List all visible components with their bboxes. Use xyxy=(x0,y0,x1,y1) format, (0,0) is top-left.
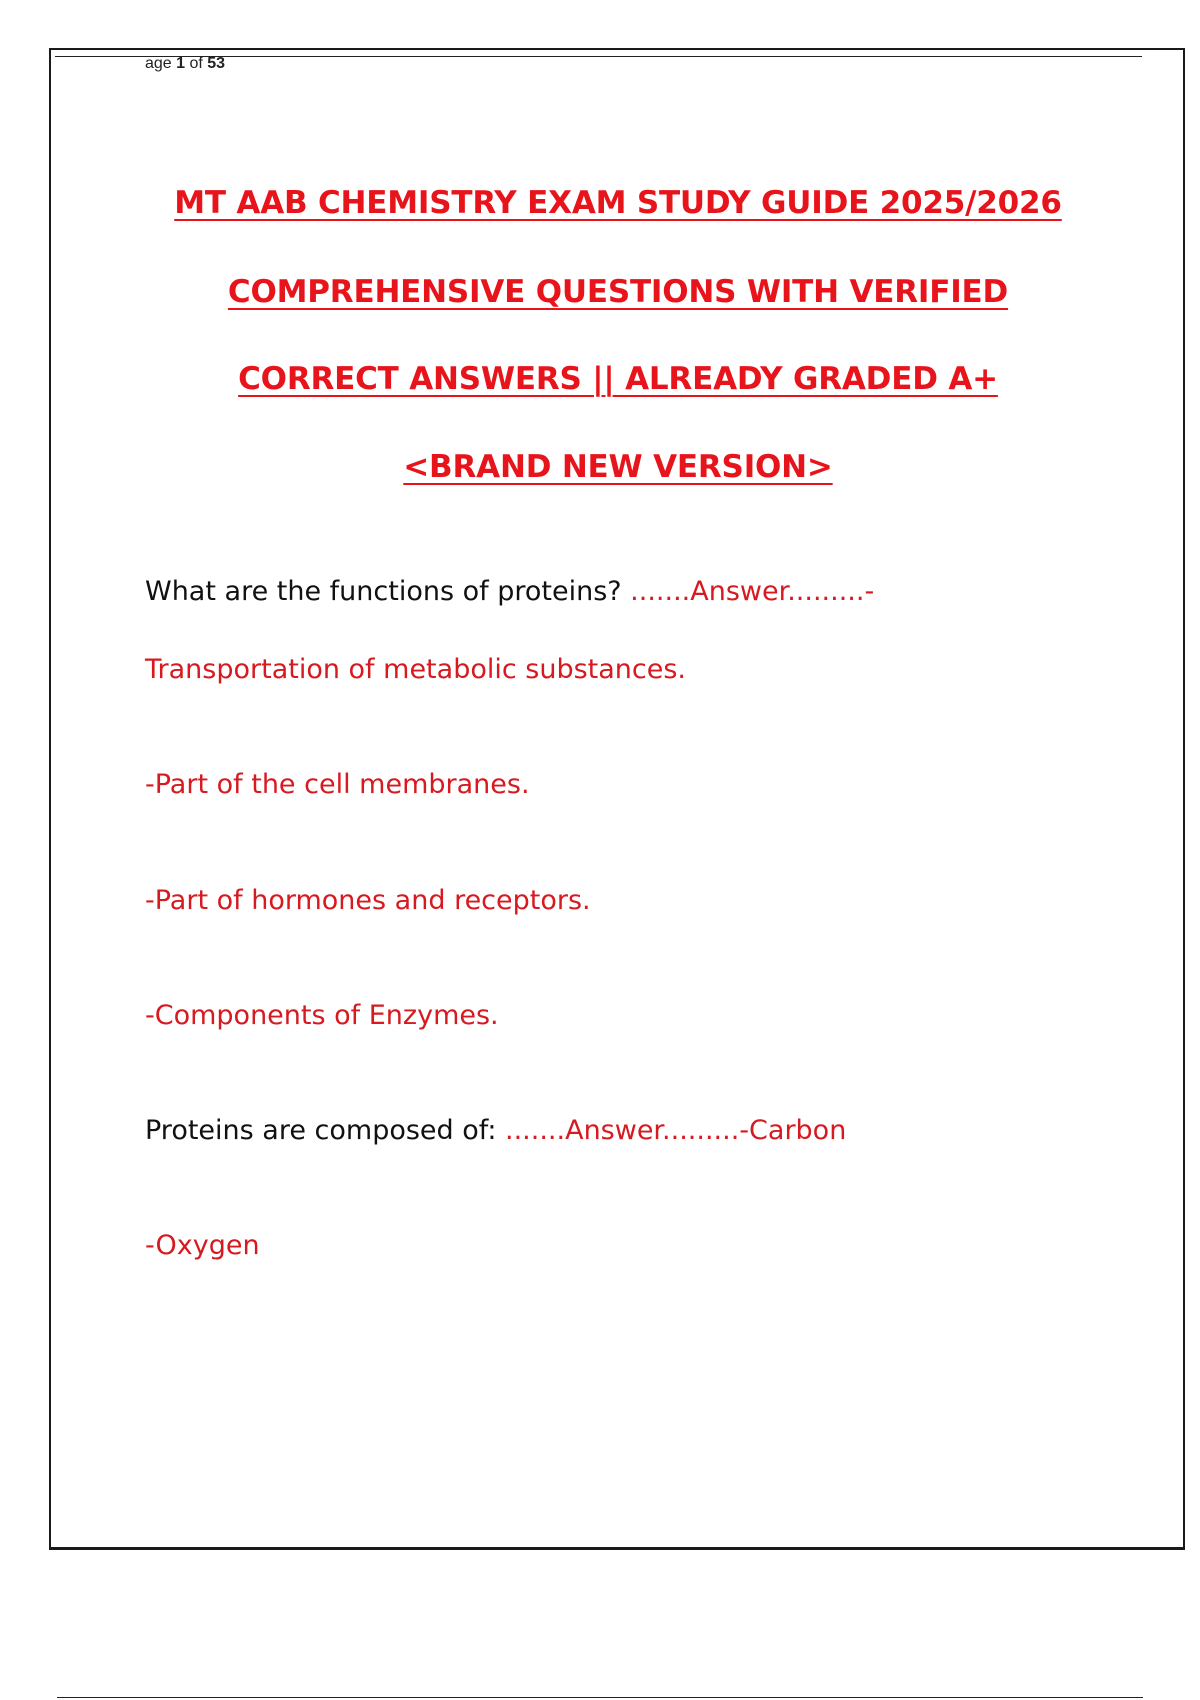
page-total: 53 xyxy=(207,55,226,72)
question-1 xyxy=(145,574,874,610)
question-2-text: Proteins are composed of: xyxy=(145,1115,506,1146)
page-number xyxy=(145,54,225,74)
page-current: 1 xyxy=(176,55,186,72)
answer-1-line-2: -Part of the cell membranes. xyxy=(145,769,530,800)
document-title-line-3: CORRECT ANSWERS || ALREADY GRADED A+ xyxy=(238,361,998,397)
question-1-answer-marker: .......Answer.........- xyxy=(630,576,875,607)
document-title-line-2: COMPREHENSIVE QUESTIONS WITH VERIFIED xyxy=(227,274,1009,310)
question-2 xyxy=(145,1113,846,1149)
document-title-line-1: MT AAB CHEMISTRY EXAM STUDY GUIDE 2025/2026 xyxy=(174,185,1062,221)
page-prefix: age xyxy=(145,55,177,72)
answer-1-line-4: -Components of Enzymes. xyxy=(145,1000,499,1031)
answer-1-line-3: -Part of hormones and receptors. xyxy=(145,885,591,916)
page-separator: of xyxy=(185,55,208,72)
document-title-line-4: <BRAND NEW VERSION> xyxy=(403,449,833,485)
question-1-text: What are the functions of proteins? xyxy=(145,576,631,607)
footer-rule xyxy=(57,1697,1143,1698)
question-2-answer-marker: .......Answer.........-Carbon xyxy=(505,1115,847,1146)
answer-2-line-1: -Oxygen xyxy=(145,1230,260,1261)
answer-1-line-1: Transportation of metabolic substances. xyxy=(145,654,687,685)
